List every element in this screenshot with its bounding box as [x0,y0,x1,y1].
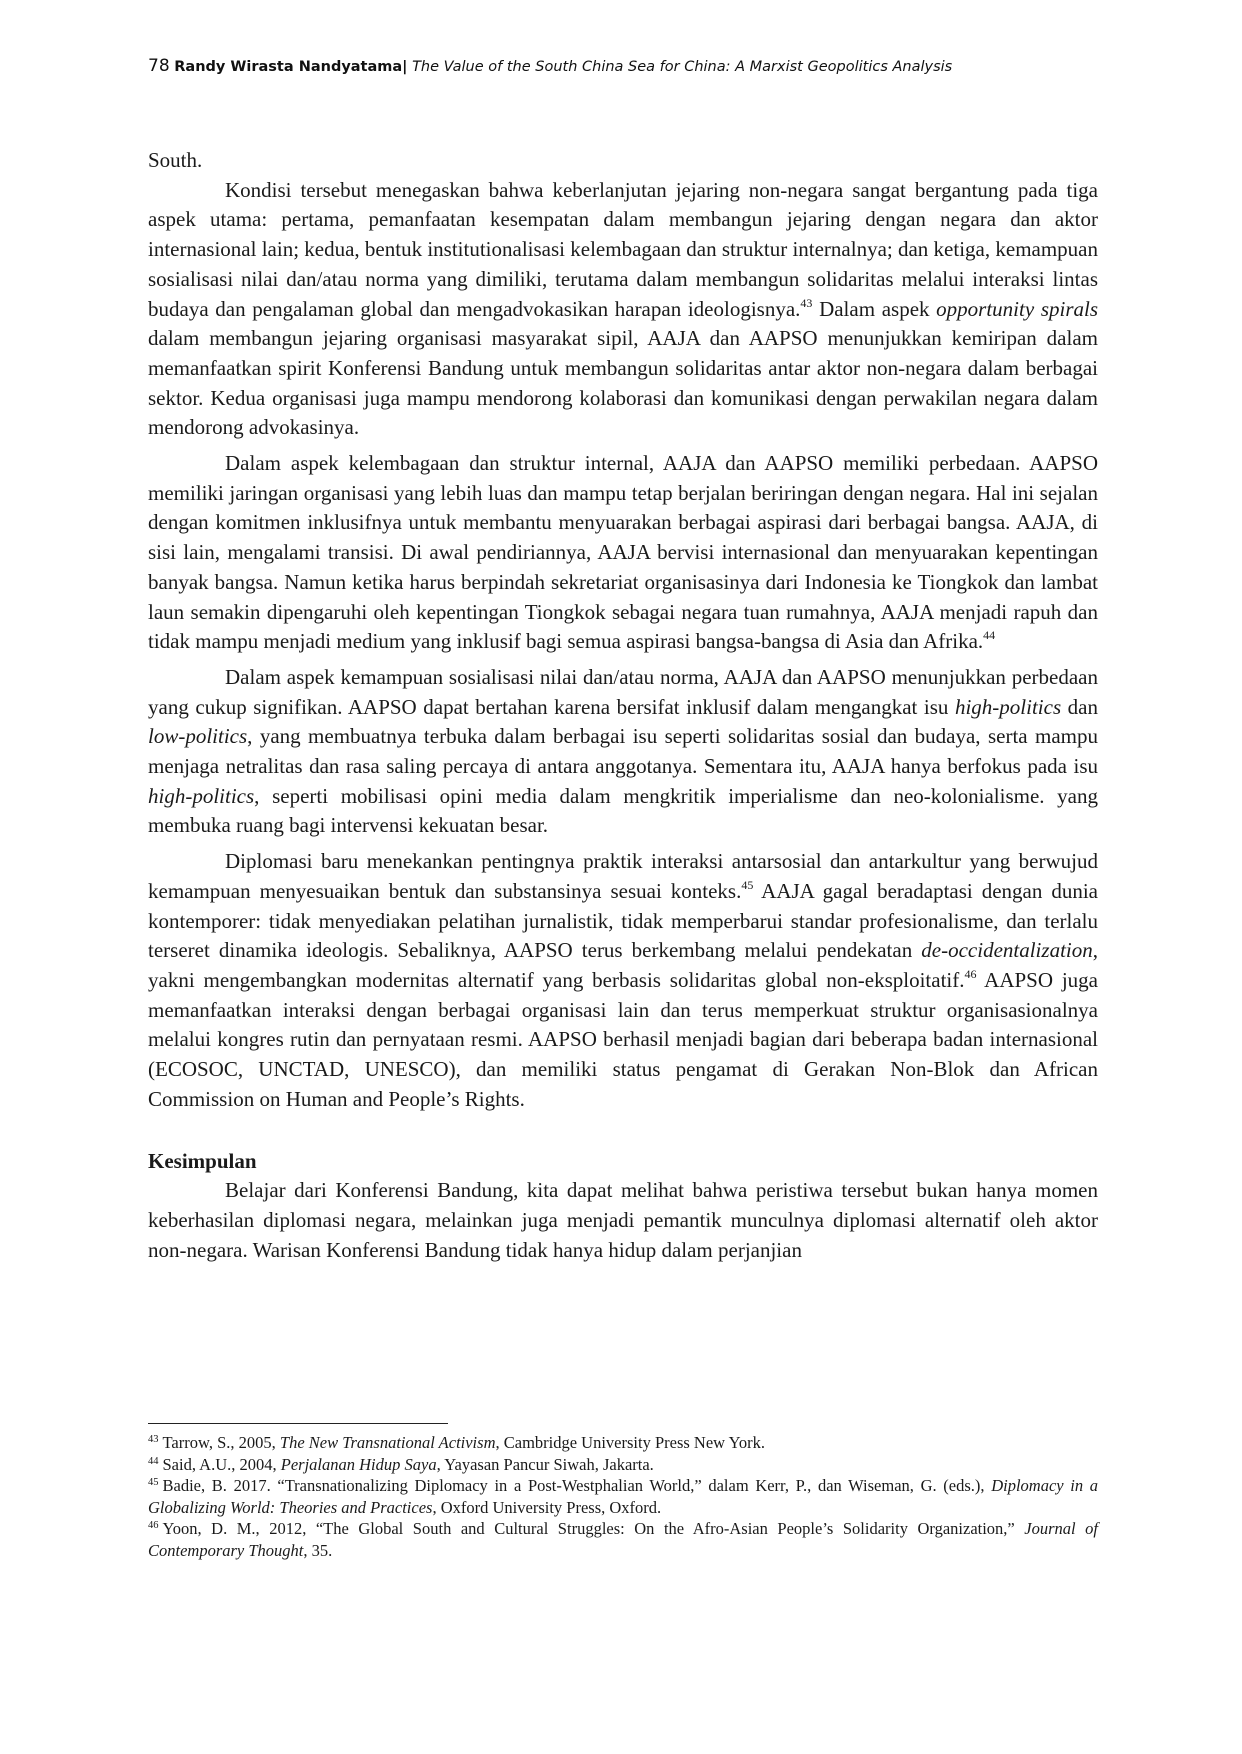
section-heading: Kesimpulan [148,1148,257,1173]
italic-term: low-politics [148,724,248,749]
text-run: Said, A.U., 2004, [162,1454,281,1474]
italic-title: Diplomacy in a Globalizing World: Theories and Practices [148,1476,1099,1517]
text-run: Tarrow, S., 2005, [162,1433,280,1452]
text-run: Kondisi tersebut menegaskan bahwa keberlanjutan jejaring non-negara sangat bergantung pada tiga aspek utama: pertama, pemanfaatan kesempatan dalam membangun jejaring dengan negara dan aktor internasional lain; kedua, bentuk institutionalisasi kelembagaan dan struktur internalnya; dan ketiga, kemampuan sosialisasi nilai dan/atau norma yang dimiliki, terutama dalam membangun solidaritas melalui interaksi lintas budaya dan pengalaman global dan mengadvokasikan harapan ideologisnya. [148,177,1098,321]
text-run: AAPSO juga memanfaatkan interaksi dengan berbagai organisasi lain dan terus memperkuat struktur organisasionalnya melalui kongres rutin dan pernyataan resmi. AAPSO berhasil menjadi bagian dari beberapa badan internasional (ECOSOC, UNCTAD, UNESCO), dan memiliki status pengamat di Gerakan Non-Blok dan African Commission on Human and People’s Rights. [148,967,1098,1111]
text-run: dan [1061,694,1098,719]
text-run: , yang membuatnya terbuka dalam berbagai isu seperti solidaritas sosial dan budaya, serta mampu menjaga netralitas dan rasa saling percaya di antara anggotanya. Sementara itu, AAJA hanya berfokus pada isu [148,724,1098,779]
footnote-ref: 45 [741,877,754,892]
header-author: Randy Wirasta Nandyatama| [174,59,408,75]
paragraph [148,663,1098,841]
text-run: , Cambridge University Press New York. [495,1433,765,1452]
paragraph-continuation: South. [148,148,203,172]
text-run: AAJA gagal beradaptasi dengan dunia kontemporer: tidak menyediakan pelatihan jurnalistik, tidak memperbarui standar profesionalisme, dan terlalu terseret dinamika ideologis. Sebaliknya, AAPSO terus berkembang melalui pendekatan [148,878,1098,963]
text-run: , Oxford University Press, Oxford. [432,1497,662,1517]
text-run: Dalam aspek [812,296,937,321]
footnote-ref: 46 [964,966,977,981]
paragraph [148,449,1098,657]
text-run: Yoon, D. M., 2012, “The Global South and Cultural Struggles: On the Afro-Asian People’s Solidarity Organization,” [162,1519,1025,1538]
footnote-ref: 44 [983,628,996,643]
footnote [148,1432,1098,1454]
text-run: Diplomasi baru menekankan pentingnya praktik interaksi antarsosial dan antarkultur yang berwujud kemampuan menyesuaikan bentuk dan substansinya sesuai konteks. [148,849,1098,903]
footnote [148,1454,1098,1476]
text-run: , 35. [303,1540,333,1560]
footnote-number: 46 [148,1520,159,1531]
footnote-ref: 43 [800,295,813,310]
text-run: , seperti mobilisasi opini media dalam mengkritik imperialisme dan neo-kolonialisme. yang membuka ruang bagi intervensi kekuatan besar. [148,783,1098,838]
footnotes [148,1432,1098,1561]
running-header [148,56,1108,76]
italic-term: opportunity spirals [936,296,1099,321]
text-run: Dalam aspek kemampuan sosialisasi nilai dan/atau norma, AAJA dan AAPSO menunjukkan perbedaan yang cukup signifikan. AAPSO dapat bertahan karena bersifat inklusif dalam mengangkat isu [148,664,1098,719]
italic-term: high-politics [954,694,1062,719]
footnote-separator [148,1423,448,1424]
footnote-number: 43 [148,1434,159,1445]
paragraph [148,847,1098,1114]
paragraph [148,176,1098,443]
italic-title: The New Transnational Activism [279,1433,496,1452]
header-title: The Value of the South China Sea for China: A Marxist Geopolitics Analysis [412,59,953,75]
footnote [148,1475,1098,1518]
text-run: Dalam aspek kelembagaan dan struktur internal, AAJA dan AAPSO memiliki perbedaan. AAPSO memiliki jaringan organisasi yang lebih luas dan mampu tetap berjalan beriringan dengan negara. Hal ini sejalan dengan komitmen inklusifnya untuk membantu menyuarakan berbagai aspirasi dari berbagai bangsa. AAJA, di sisi lain, mengalami transisi. Di awal pendiriannya, AAJA bervisi internasional dan menyuarakan kepentingan banyak bangsa. Namun ketika harus berpindah sekretariat organisasinya dari Indonesia ke Tiongkok dan lambat laun semakin dipengaruhi oleh kepentingan Tiongkok sebagai negara tuan rumahnya, AAJA menjadi rapuh dan tidak mampu menjadi medium yang inklusif bagi semua aspirasi bangsa-bangsa di Asia dan Afrika. [148,451,1098,654]
footnote [148,1518,1098,1561]
italic-term: high-politics [148,783,255,808]
main-text [148,146,1098,1265]
text-run: dalam membangun jejaring organisasi masyarakat sipil, AAJA dan AAPSO menunjukkan kemiripan dalam memanfaatkan spirit Konferensi Bandung untuk membangun solidaritas antar aktor non-negara dalam berbagai sektor. Kedua organisasi juga mampu mendorong kolaborasi dan komunikasi dengan perwakilan negara dalam mendorong advokasinya. [148,326,1098,440]
text-run: , yakni mengembangkan modernitas alternatif yang berbasis solidaritas global non-eksploitatif. [148,938,1098,992]
footnote-number: 45 [148,1477,159,1488]
italic-title: Journal of Contemporary Thought [148,1519,1098,1560]
italic-term: de-occidentalization [921,938,1093,963]
footnote-number: 44 [148,1455,159,1467]
text-run: Badie, B. 2017. “Transnationalizing Diplomacy in a Post-Westphalian World,” dalam Kerr, P., dan Wiseman, G. (eds.), [162,1476,992,1495]
italic-title: Perjalanan Hidup Saya [280,1454,437,1474]
text-run: , Yayasan Pancur Siwah, Jakarta. [436,1454,654,1474]
paragraph: Belajar dari Konferensi Bandung, kita dapat melihat bahwa peristiwa tersebut bukan hanya momen keberhasilan diplomasi negara, melainkan juga menjadi pemantik munculnya diplomasi alternatif oleh aktor non-negara. Warisan Konferensi Bandung tidak hanya hidup dalam perjanjian [148,1178,1098,1262]
page-number: 78 [148,56,170,76]
